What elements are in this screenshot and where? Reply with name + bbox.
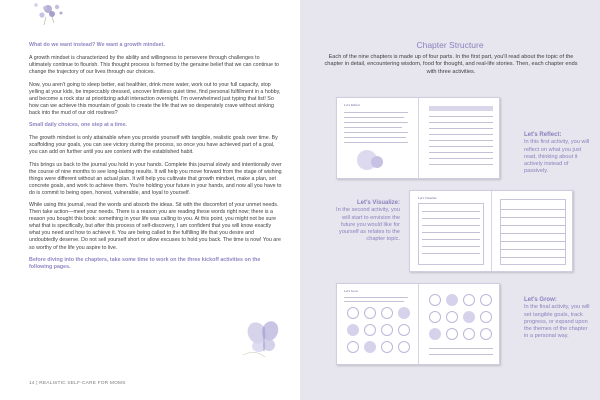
watercolor-flowers-decoration <box>0 0 70 40</box>
paragraph: This brings us back to the journal you hold in your hands. Complete this journal slowly and intentionally over the course of nine months to see long-lasting results. It will help you move forward from the stage of wishing things were different without an actual plan. It will help you cultivate that growth mindset, make a plan, set concrete goals, and work to achieve them. You're holding your future in your hands, and now all you have to do is commit to being open, honest, vulnerable, and loyal to yourself. <box>29 161 282 196</box>
page-folio: 14 | REALISTIC SELF-CARE FOR MOMS <box>29 381 126 386</box>
paragraph: While using this journal, read the words and absorb the ideas. Sit with the discomfort of your unmet needs. Then take action—meet your needs. There is a reason you are reading these words right now; there is a reason you bought this book: something in your life was calling to you. At this point, you might not be sure what that is specifically, but after this process of self-discovery, I am confident that you will know exactly what you need and how to achieve it. You are being called to the fulfilling life that you desire and undoubtedly deserve. Do not sell yourself short or allow excuses to hold you back. The time is now! You are so worthy of the life you aspire to live. <box>29 202 281 251</box>
visualize-book-preview <box>409 190 573 272</box>
activity-reflect <box>524 132 592 176</box>
paragraph: A growth mindset is characterized by the ability and willingness to persevere through challenges to ultimately continue to flourish. This thought process is formed by the genuine belief that we can continue to change the trajectory of our lives through our choices. <box>29 55 279 76</box>
book-heading: Let's Visualize <box>418 196 437 200</box>
chapter-structure-title: Chapter Structure <box>416 40 484 50</box>
activity-grow <box>524 297 592 341</box>
butterfly-decoration <box>235 315 290 360</box>
activity-title: Let's Visualize: <box>357 200 400 206</box>
section-heading: What do we want instead? We want a growth mindset. <box>29 42 165 48</box>
book-heading: Let's Reflect <box>344 103 361 107</box>
chapter-structure-intro: Each of the nine chapters is made up of four parts. In the first part, you'll read about the topic of the chapter in detail, encountering wisdom, food for thought, and real-life stories. Then, each chapter ends with three activities. <box>324 54 578 75</box>
activity-title: Let's Grow: <box>524 297 557 303</box>
reflect-book-preview <box>336 97 500 179</box>
activity-text: In the final activity, you will set tangible goals, track progress, or expand upon the themes of the chapter in a personal way. <box>524 304 590 340</box>
activity-visualize <box>336 200 400 244</box>
activity-text: In this first activity, you will reflect on what you just read, thinking about it actively instead of passively. <box>524 139 590 175</box>
paragraph: Now, you aren't going to sleep better, eat healthier, drink more water, work out to your full capacity, stop yelling at your kids, be impeccably dressed, uncover limitless quiet time, find personal fulfillment in a hobby, and become a rock star at prioritizing adult interaction overnight. I'm overwhelmed just typing that list! So how can we achieve this mountain of goals to create the life that we so desperately crave without sinking back into the mud of our old routines? <box>29 81 281 116</box>
activity-text: In the second activity, you will start to envision the future you would like for yourself as relates to the chapter topic. <box>336 207 400 243</box>
activity-title: Let's Reflect: <box>524 132 562 138</box>
paragraph: The growth mindset is only attainable when you provide yourself with tangible, realistic goals over time. By scaffolding your goals, you can see victory during the process, so once you have achieved part of a goal, you can add on further until you are content with the established habit. <box>29 134 278 155</box>
book-heading: Let's Grow <box>344 289 359 293</box>
grow-book-preview <box>336 283 500 365</box>
subheading: Small daily choices, one step at a time. <box>29 122 128 129</box>
left-body-text <box>29 42 283 271</box>
right-page <box>300 0 600 400</box>
closing-note: Before diving into the chapters, take some time to work on the three kickoff activities on the following pages. <box>29 257 261 271</box>
